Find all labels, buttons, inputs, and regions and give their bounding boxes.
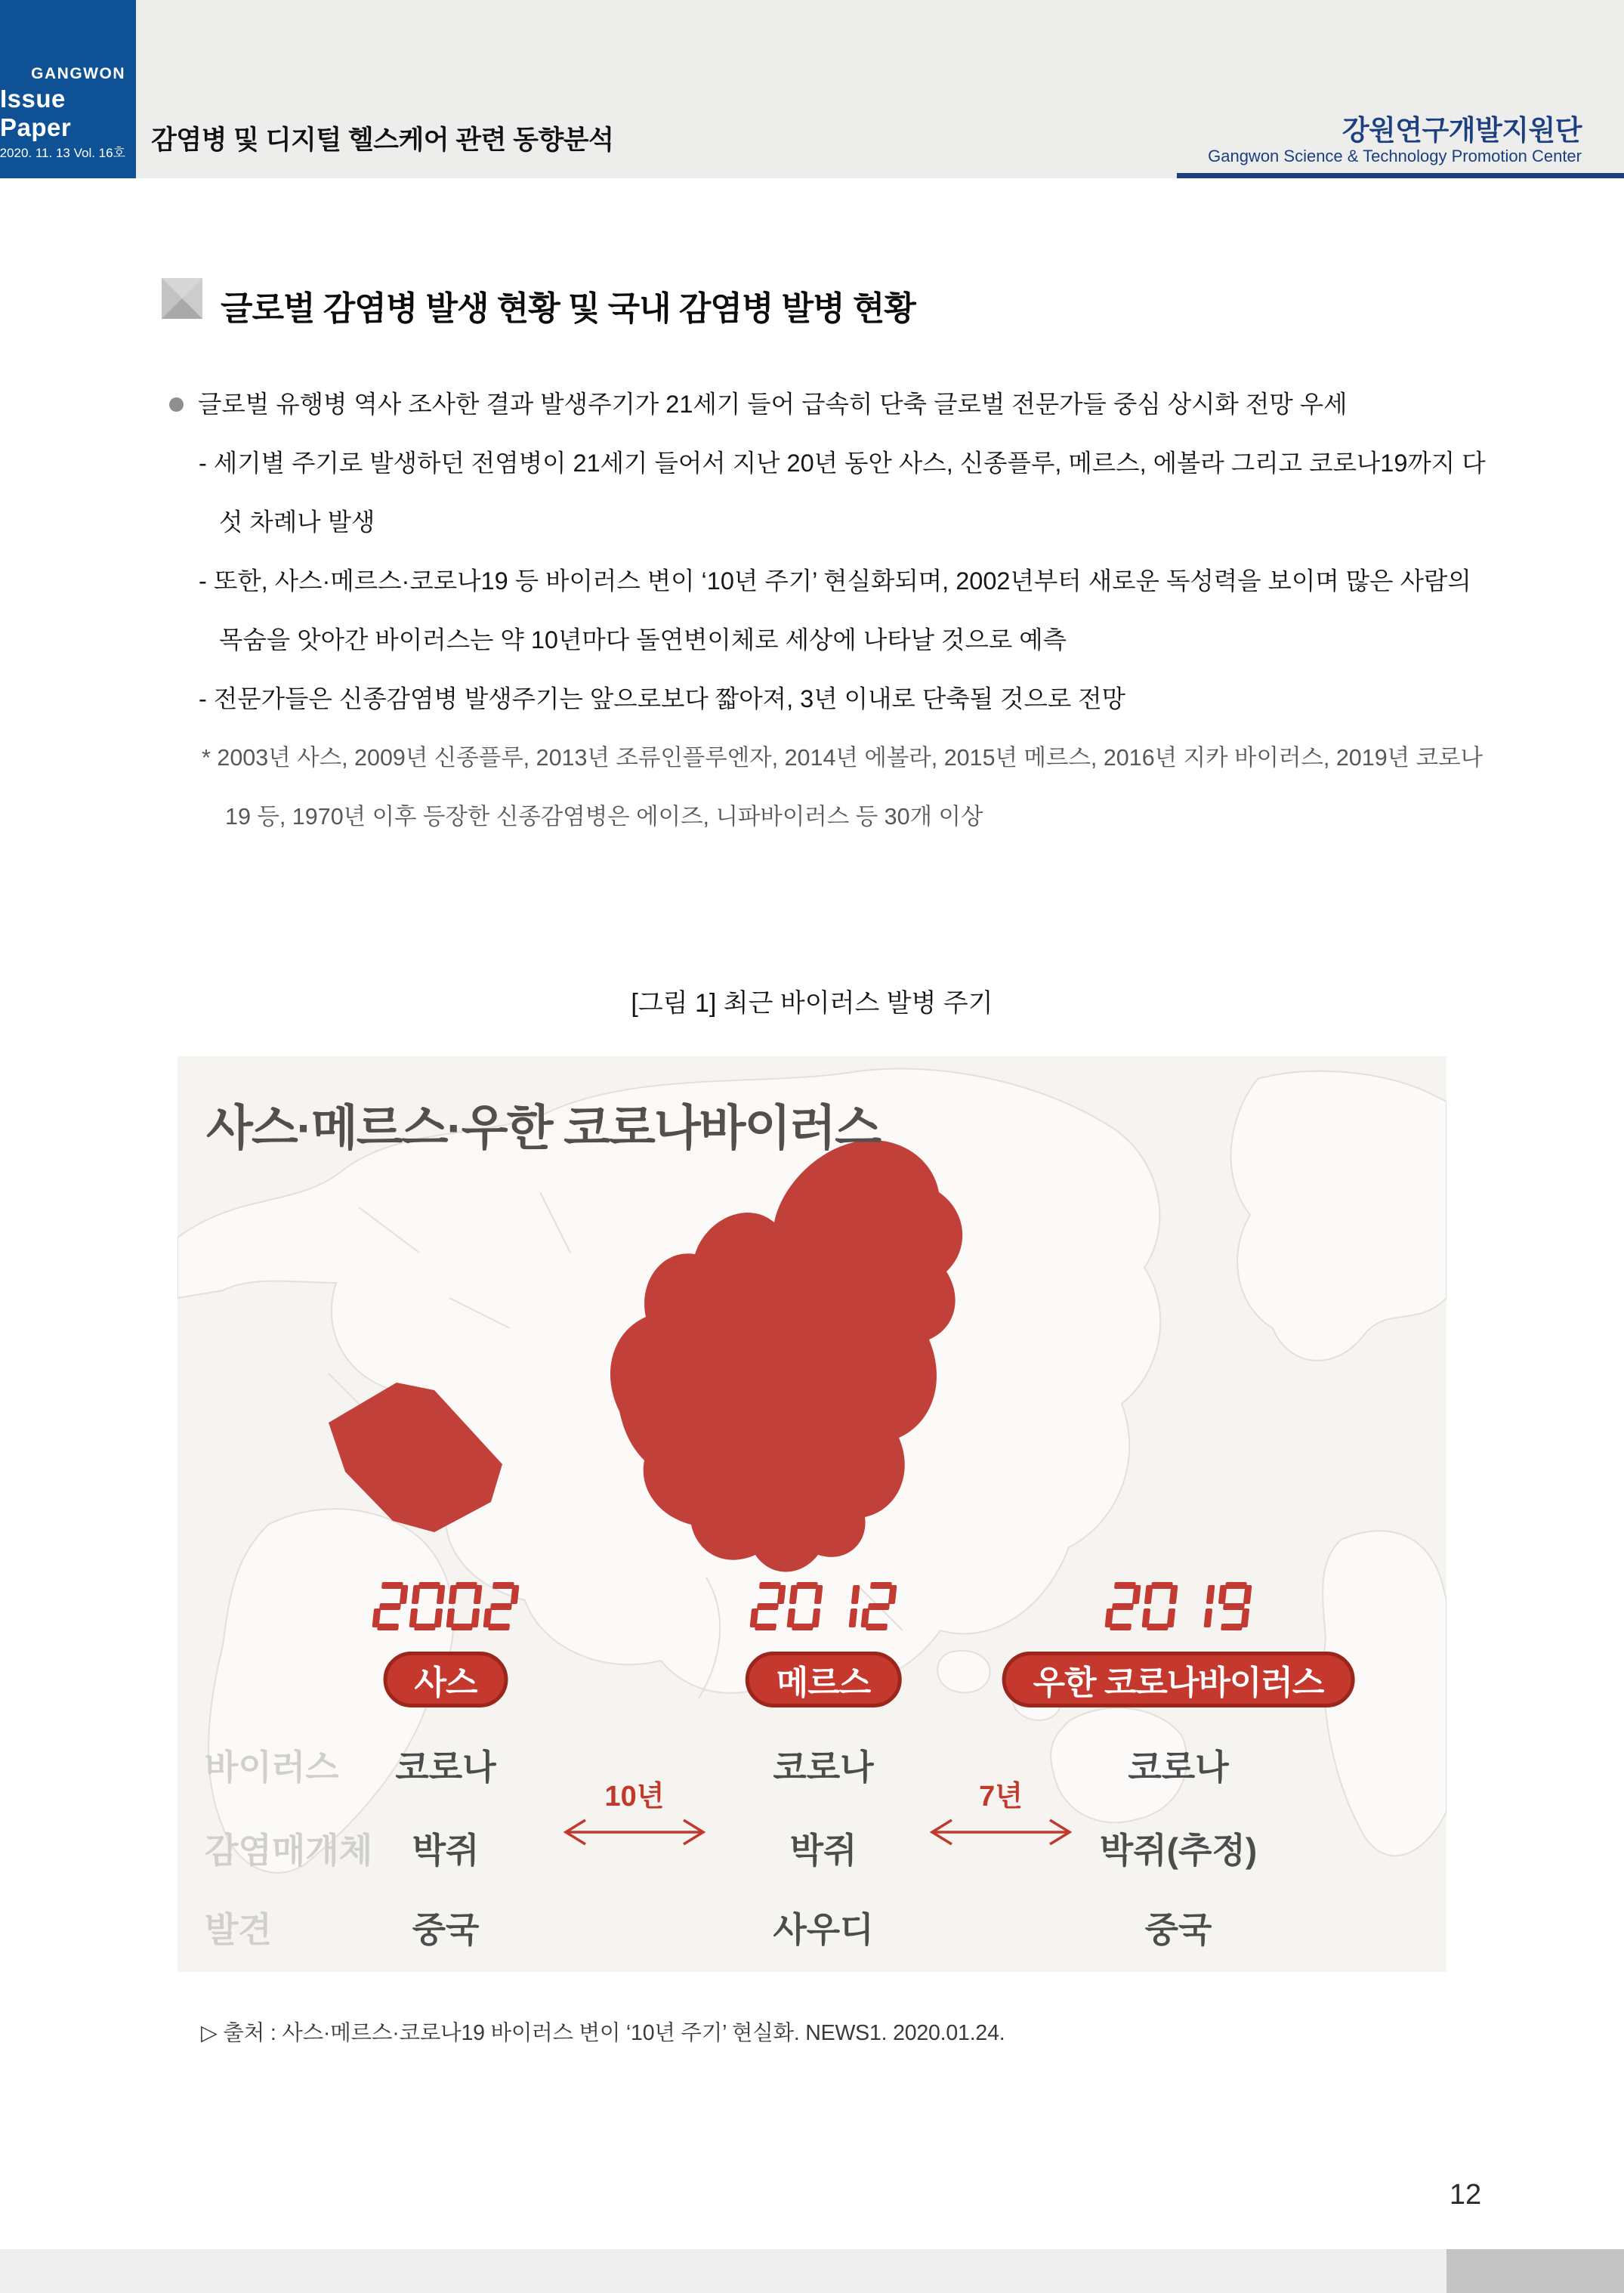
year-display-2012 <box>749 1582 897 1630</box>
lead-text: 글로벌 유행병 역사 조사한 결과 발생주기가 21세기 들어 급속히 단축 글로벌 전문가들 중심 상시화 전망 우세 <box>198 391 1348 418</box>
dash-marker: - <box>199 685 207 712</box>
brand-top-label: GANGWON <box>31 65 125 82</box>
row-label-origin: 발견 <box>205 1910 272 1949</box>
bullet-dot-icon <box>169 397 184 412</box>
disease-pill-sars: 사스 <box>383 1652 508 1707</box>
disease-pill-mers: 메르스 <box>746 1652 902 1707</box>
interval-label-10y: 10년 <box>604 1781 665 1812</box>
section-marker-icon <box>162 278 202 319</box>
sub-item-text: 세기별 주기로 발생하던 전염병이 21세기 들어서 지난 20년 동안 사스, 신종플루, 메르스, 에볼라 그리고 코로나19까지 다섯 차례나 발생 <box>213 450 1486 536</box>
section-title: 글로벌 감염병 발생 현황 및 국내 감염병 발병 현황 <box>221 290 915 327</box>
header-rule <box>1177 173 1624 178</box>
row-label-virus: 바이러스 <box>205 1748 339 1787</box>
asterisk-marker: * <box>202 745 211 771</box>
cell-value: 코로나 <box>1128 1748 1229 1787</box>
figure-image-title: 사스·메르스·우한 코로나바이러스 <box>206 1101 880 1155</box>
seven-segment-digit <box>446 1582 483 1630</box>
cell-value: 코로나 <box>395 1748 496 1787</box>
seven-segment-digit <box>1178 1582 1215 1630</box>
north-america-outline <box>1231 1071 1446 1361</box>
sub-item <box>168 434 1487 552</box>
cell-value: 사우디 <box>773 1910 874 1949</box>
dash-marker: - <box>199 450 207 477</box>
row-label-vector: 감염매개체 <box>205 1831 373 1870</box>
interval-arrow-icon <box>922 1816 1080 1853</box>
body-text-block <box>168 375 1487 846</box>
seven-segment-digit <box>1141 1582 1178 1630</box>
dash-marker: - <box>199 567 207 595</box>
org-subtitle: Gangwon Science & Technology Promotion Center <box>1208 147 1582 165</box>
interval-arrow-icon <box>555 1816 714 1853</box>
seven-segment-digit <box>409 1582 446 1630</box>
org-name: 강원연구개발지원단 <box>1341 115 1582 146</box>
cell-value: 박쥐 <box>789 1831 857 1870</box>
sub-item-text: 또한, 사스·메르스·코로나19 등 바이러스 변이 ‘10년 주기’ 현실화되며, 2002년부터 새로운 독성력을 보이며 많은 사람의 목숨을 앗아간 바이러스는 약 10년마다 돌연변이체로 세상에 나타날 것으로 예측 <box>213 567 1471 654</box>
island-outline <box>937 1651 990 1692</box>
seven-segment-digit <box>483 1582 520 1630</box>
sub-item <box>168 552 1487 669</box>
cell-value: 중국 <box>412 1910 480 1949</box>
sub-item <box>168 669 1487 728</box>
seven-segment-digit <box>1215 1582 1252 1630</box>
seven-segment-digit <box>1104 1582 1141 1630</box>
brand-block <box>0 0 136 178</box>
cell-value: 코로나 <box>773 1748 874 1787</box>
cell-value: 중국 <box>1144 1910 1212 1949</box>
figure-panel <box>178 1056 1446 1972</box>
interval-label-7y: 7년 <box>979 1781 1023 1812</box>
footer-band-left <box>0 2249 1446 2293</box>
lead-paragraph <box>168 375 1487 434</box>
seven-segment-digit <box>786 1582 823 1630</box>
footnote <box>168 728 1487 846</box>
cell-value: 박쥐(추정) <box>1099 1831 1258 1870</box>
brand-title: Issue Paper <box>0 85 72 141</box>
year-display-2019 <box>1104 1582 1252 1630</box>
disease-pill-wuhan-coronavirus: 우한 코로나바이러스 <box>1002 1652 1355 1707</box>
seven-segment-digit <box>372 1582 409 1630</box>
footer-band-right <box>1446 2249 1624 2293</box>
sub-item-text: 전문가들은 신종감염병 발생주기는 앞으로보다 짧아져, 3년 이내로 단축될 것으로 전망 <box>213 685 1126 712</box>
page-number: 12 <box>1449 2179 1482 2211</box>
footnote-text: 2003년 사스, 2009년 신종플루, 2013년 조류인플루엔자, 2014년 에볼라, 2015년 메르스, 2016년 지카 바이러스, 2019년 코로나19 등, 1970년 이후 등장한 신종감염병은 에이즈, 니파바이러스 등 30개 이상 <box>217 745 1483 830</box>
year-display-2002 <box>372 1582 520 1630</box>
seven-segment-digit <box>860 1582 897 1630</box>
brand-date: 2020. 11. 13 Vol. 16호 <box>0 146 125 160</box>
seven-segment-digit <box>749 1582 786 1630</box>
masthead <box>0 0 1624 178</box>
figure-source: ▷ 출처 : 사스·메르스·코로나19 바이러스 변이 ‘10년 주기’ 현실화. NEWS1. 2020.01.24. <box>201 2021 1005 2045</box>
figure-caption: [그림 1] 최근 바이러스 발병 주기 <box>631 989 993 1018</box>
doc-title: 감염병 및 디지털 헬스케어 관련 동향분석 <box>151 125 614 155</box>
seven-segment-digit <box>823 1582 860 1630</box>
cell-value: 박쥐 <box>412 1831 480 1870</box>
